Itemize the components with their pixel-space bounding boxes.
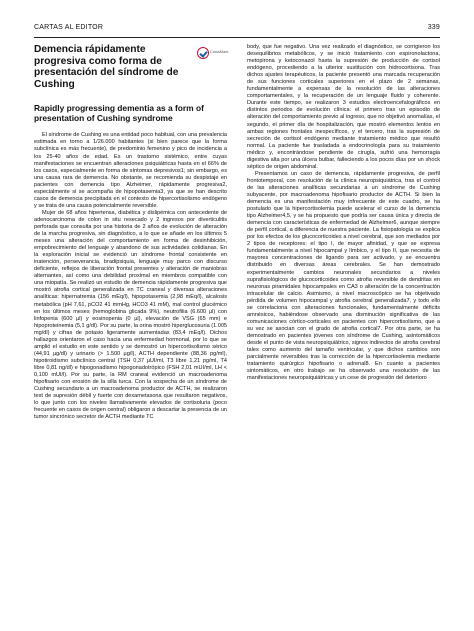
body-paragraph: body, que fue negativo. Una vez realizado el diagnóstico, se corrigieron los desequilibrios metabólicos, y se inició tratamiento con espironolactona, metopirona y ketoconazol hasta la supresión de producción de cortisol endógeno, procediendo a la ulterior sustitución con hidrocortisona. Tras dichos ajustes terapéuticos, la paciente presentó una marcada recuperación de sus funciones corticales superiores en el plazo de 2 semanas, fundamentalmente a expensas de la resolución de las alteraciones comportamentales, y la recuperación de un lenguaje fluido y coherente. Durante este tiempo, se realizaron 3 estudios electroencefalográficos en distintos periodos de evolución clínica: el primero tras un episodio de alteración del comportamiento previo al ingreso, que no objetivó anomalías, el segundo, el primer día de hospitalización, que mostró elementos lentos en ambas regiones frontales inespecíficos, y el tercero, tras la supresión de secreción de cortisol endógeno mediante tratamiento médico que resultó normal. La paciente fue trasladada a endocrinología para su tratamiento médico y, encontrándose pendiente de cirugía, sufrió una hemorragia digestiva alta por una úlcera bulbar, falleciendo a los pocos días por un shock séptico de origen abdominal.	[247, 44, 440, 170]
crossmark-badge[interactable]	[197, 47, 227, 61]
body-paragraph: Mujer de 68 años hipertensa, diabética y dislipémica con antecedente de adenocarcinoma de colon in situ resecado y 2 ingresos por diverticulitis perforada que consulta por una historia de 2 años de evolución de alteración de la marcha progresiva, sin diagnóstico, a lo que se añade en los últimos 5 meses una alteración del comportamiento en forma de desinhibición, empobrecimiento del lenguaje y abandono de sus actividades cotidianas. En la exploración inicial se evidenció un síndrome frontal consistente en inatención, perseverancia, bradipsiquia, lenguaje muy parco con discurso deficiente, reflejos de liberación frontal presentes y alteración de maniobras alternantes, así como una debilidad proximal en miembros compatible con una miopatía. Se realizó un estudio de demencia rápidamente progresiva que mostró atrofia cortical generalizada en TC craneal y diversas alteraciones analíticas: hipernatremia (156 mEq/l), hipopotasemia (2,98 mEq/l), alcalosis metabólica (pH 7,61, pCO2 41 mmHg, HCO3 41 mM), mal control glucémico en los últimos meses (hemoglobina glicada 9%), neutrofilia (6.600 µl) con linfopenia (600 µl) y eosinopenia (0 µl), elevación de VSG (65 mm) e hipoproteinemia (5,1 g/dl). Por su parte, la orina mostró hiperglucosuria (1.005 mg/dl) y cifras de potasio ligeramente aumentadas (83,4 mEq/l). Dichos hallazgos orientaron el caso hacia una enfermedad hormonal, por lo que se amplió el estudio en este sentido y se demostró un hipercortisolismo sérico (44,91 µg/dl) y urinario (> 1.500 µg/l), ACTH dependiente (88,36 pg/ml), hipotiroidismo subclínico central (TSH 0,37 µUI/ml, T3 libre 1,21 pg/ml, T4 libre 0,81 ng/dl) e hipogonadismo hipogonadotrópico (FSH 2,01 mUI/ml, LH < 0,100 mUI/l). Por su parte, la RM craneal evidenció un macroadenoma hipofisario con erosión de la silla turca. Con la sospecha de un síndrome de Cushing secundario a un macroadenoma productor de ACTH, se realizaron test de supresión débil y fuerte con dexametasona que resultaron negativos, lo que junto con los niveles llamativamente elevados de cortisoluria (poco frecuente en casos de origen central) obligaron a descartar la presencia de un tumor sincrónico secretor de ACTH mediante TC	[34, 209, 227, 421]
body-paragraph: Presentamos un caso de demencia, rápidamente progresiva, de perfil frontotemporal, con resolución de la clínica neuropsiquiátrica, tras el control de las alteraciones analíticas secundarias a un síndrome de Cushing subyacente, por macroadenoma hipofisario productor de ACTH. Si bien la demencia es una manifestación muy infrecuente de este cuadro, se ha postulado que la hipercortisolemia puede acelerar el curso de la demencia tipo Alzheimer4,5, y se ha propuesto que podría ser causa única y directa de demencia con características de enfermedad de Alzheimer6, aunque siempre de perfil cortical, a diferencia de nuestra paciente. La fisiopatología se explica por los efectos de los glucocorticoides a nivel cerebral, que son mediados por 2 tipos de receptores: el tipo I, de mayor afinidad, y que se expresa fundamentalmente a nivel hipocampal y límbico, y el tipo II, que necesita de mayores concentraciones de ligando para ser activado, y se encuentra distribuido en diversas áreas cerebrales. Se han demostrado experimentalmente cambios neuronales secundarios a niveles suprafisiológicos de glucocorticoides como atrofia reversible de dendritas en neuronas piramidales hipocampales en CA3 o alteración de la concentración intracelular de calcio. Asimismo, a nivel macroscópico se ha objetivado pérdida de volumen hipocampal y atrofia cerebral generalizada7, y todo ello se correlaciona con alteraciones funcionales, fundamentalmente déficits amnésicos, habiéndose observado una disminución significativa de las comunicaciones córtico-corticales en pacientes con hipercortisolismo, que a su vez se asocian con el grado de atrofia cortical7. Por otra parte, se ha demostrado en pacientes jóvenes con síndrome de Cushing, asintomáticos desde el punto de vista neuropsiquiátrico, signos indirectos de atrofia cerebral tales como aumento del tamaño ventricular, y que dichos cambios son parcialmente reversibles tras la corrección de la hipercortisolemia mediante tratamiento quirúrgico hipofisario o adrenal8. En cuanto a pacientes sintomáticos, en otro trabajo se ha observado una resolución de las manifestaciones neuropsiquiátricas y un cese de progresión del deterioro	[247, 170, 440, 382]
body-paragraph: El síndrome de Cushing es una entidad poco habitual, con una prevalencia estimada en torno a 1/26.000 habitantes (si bien parece que la forma subclínica es más frecuente), de predominio femenino y pico de incidencia a los 25-40 años de edad. Es un trastorno sistémico, entre cuyas manifestaciones se encuentran alteraciones psiquiátricas hasta en el 66% de los casos, especialmente en forma de síntomas depresivos1; sin embargo, es una causa rara de demencia. No obstante, se recomienda su despistaje en pacientes con demencia tipo Alzheimer, rápidamente progresiva2, especialmente si se acompaña de hipopotasemia3, ya que se han descrito casos de demencia precipitada en el contexto de hipercortisolismo endógeno y se trata de una causa potencialmente reversible.	[34, 132, 227, 209]
article-title: Demencia rápidamente progresiva como forma de presentación del síndrome de Cushing	[34, 44, 179, 90]
crossmark-label: CrossMark	[210, 50, 229, 54]
page-number: 339	[427, 24, 440, 31]
section-label: CARTAS AL EDITOR	[34, 24, 104, 31]
header-rule	[34, 37, 440, 38]
right-column	[247, 44, 440, 382]
crossmark-icon	[197, 47, 209, 59]
running-header	[34, 24, 440, 34]
left-column	[34, 44, 227, 421]
article-subtitle: Rapidly progressing dementia as a form of presentation of Cushing syndrome	[34, 103, 204, 124]
